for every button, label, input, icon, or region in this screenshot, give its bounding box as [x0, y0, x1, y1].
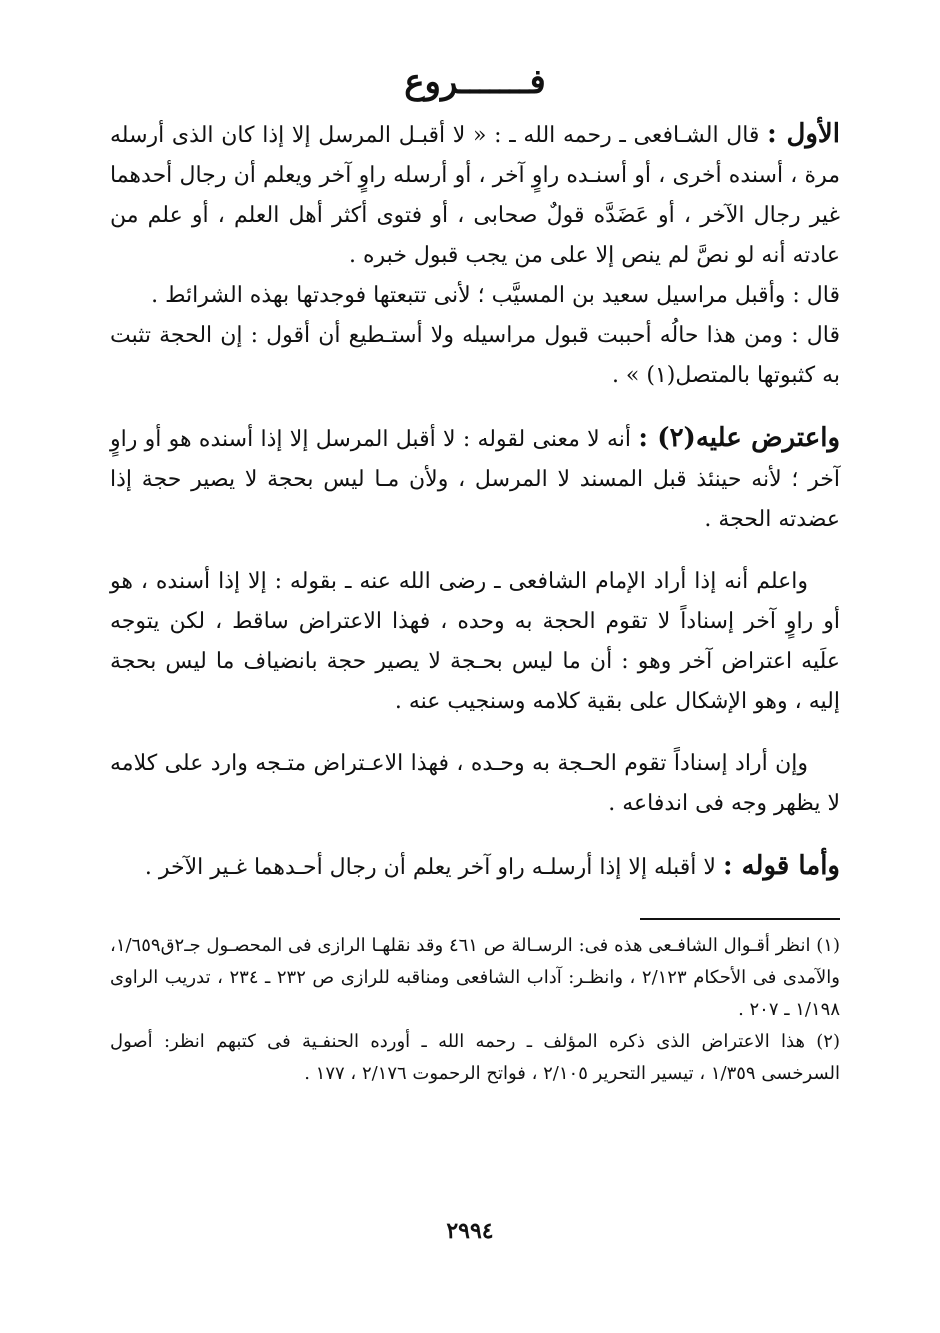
paragraph-objection-heading: واعترض عليه(٢) :: [638, 423, 841, 454]
paragraph-his-saying: [110, 846, 840, 888]
paragraph-if: وإن أراد إسناداً تقوم الحـجة به وحـده ، فهذا الاعـتراض متـجه وارد على كلامه لا يظهر وجه فى اندفاعه .: [110, 751, 840, 817]
page-title: فـــــــروع: [404, 62, 546, 102]
paragraph-objection-text: أنه لا معنى لقوله : لا أقبل المرسل إلا إذا أسنده هو أو راوٍ آخر ؛ لأنه حينئذ قبل المسند لا المرسل ، ولأن مـا ليس بحجة لا يصير حجة إذا عضدته الحجة .: [110, 427, 840, 533]
paragraph-said-1: قال : وأقبل مراسيل سعيد بن المسيَّب ؛ لأنى تتبعتها فوجدتها بهذه الشرائط .: [151, 283, 840, 309]
footnote-2: (٢) هذا الاعتراض الذى ذكره المؤلف ـ رحمه الله ـ أورده الحنفـية فى كتبهم انظر: أصول السرخسى ١/٣٥٩ ، تيسير التحرير ٢/١٠٥ ، فواتح الرحموت ٢/١٧٦ ، ١٧٧ .: [110, 1031, 840, 1085]
footnote-1: (١) انظر أقـوال الشافـعى هذه فى: الرسـالة ص ٤٦١ وقد نقلهـا الرازى فى المحصـول جـ٢ق١/٦٥٩، والآمدى فى الأحكام ٢/١٢٣ ، وانظـر: آداب الشافعى ومناقبه للرازى ص ٢٣٢ ـ ٢٣٤ ، تدريب الراوى ١/١٩٨ ـ ٢٠٧ .: [110, 935, 840, 1021]
paragraph-first: [110, 114, 840, 276]
page-body: [110, 60, 840, 1310]
paragraph-his-saying-heading: وأما قوله :: [722, 851, 840, 882]
footnote-divider: [640, 918, 840, 920]
paragraph-first-heading: الأول :: [767, 119, 840, 150]
paragraph-said-2: قال : ومن هذا حالُه أحببت قبول مراسيله ولا أستـطيع أن أقول : إن الحجة تثبت به كثبوتها بالمتصل(١) » .: [110, 323, 840, 389]
page-number: ٢٩٩٤: [446, 1218, 494, 1244]
paragraph-know: واعلم أنه إذا أراد الإمام الشافعى ـ رضى الله عنه ـ بقوله : إلا إذا أسنده ، هو أو راوٍ آخر إسناداً لا تقوم الحجة به وحده ، فهذا الاعتراض ساقط ، لكن يتوجه علَيه اعتراض آخر وهو : أن ما ليس بحـجة لا يصير حجة بانضياف ما ليس بحجة إليه ، وهو الإشكال على بقية كلامه وسنجيب عنه .: [110, 569, 840, 715]
paragraph-objection: [110, 418, 840, 540]
paragraph-first-text: قال الشـافعى ـ رحمه الله ـ : « لا أقبـل المرسل إلا إذا كان الذى أرسله مرة ، أسنده أخرى ، أو أسنـده راوٍ آخر ، أو أرسله راوٍ آخر ويعلم أن رجال أحدهما غير رجال الآخر ، أو عَضَدَّه قولٌ صحابى ، أو فتوى أكثر أهل العلم ، أو علم من عادته أنه لو نصَّ لم ينص إلا على من يجب قبول خبره .: [110, 123, 840, 269]
paragraph-his-saying-text: لا أقبله إلا إذا أرسلـه راو آخر يعلم أن رجال أحـدهما غـير الآخر .: [144, 855, 716, 881]
